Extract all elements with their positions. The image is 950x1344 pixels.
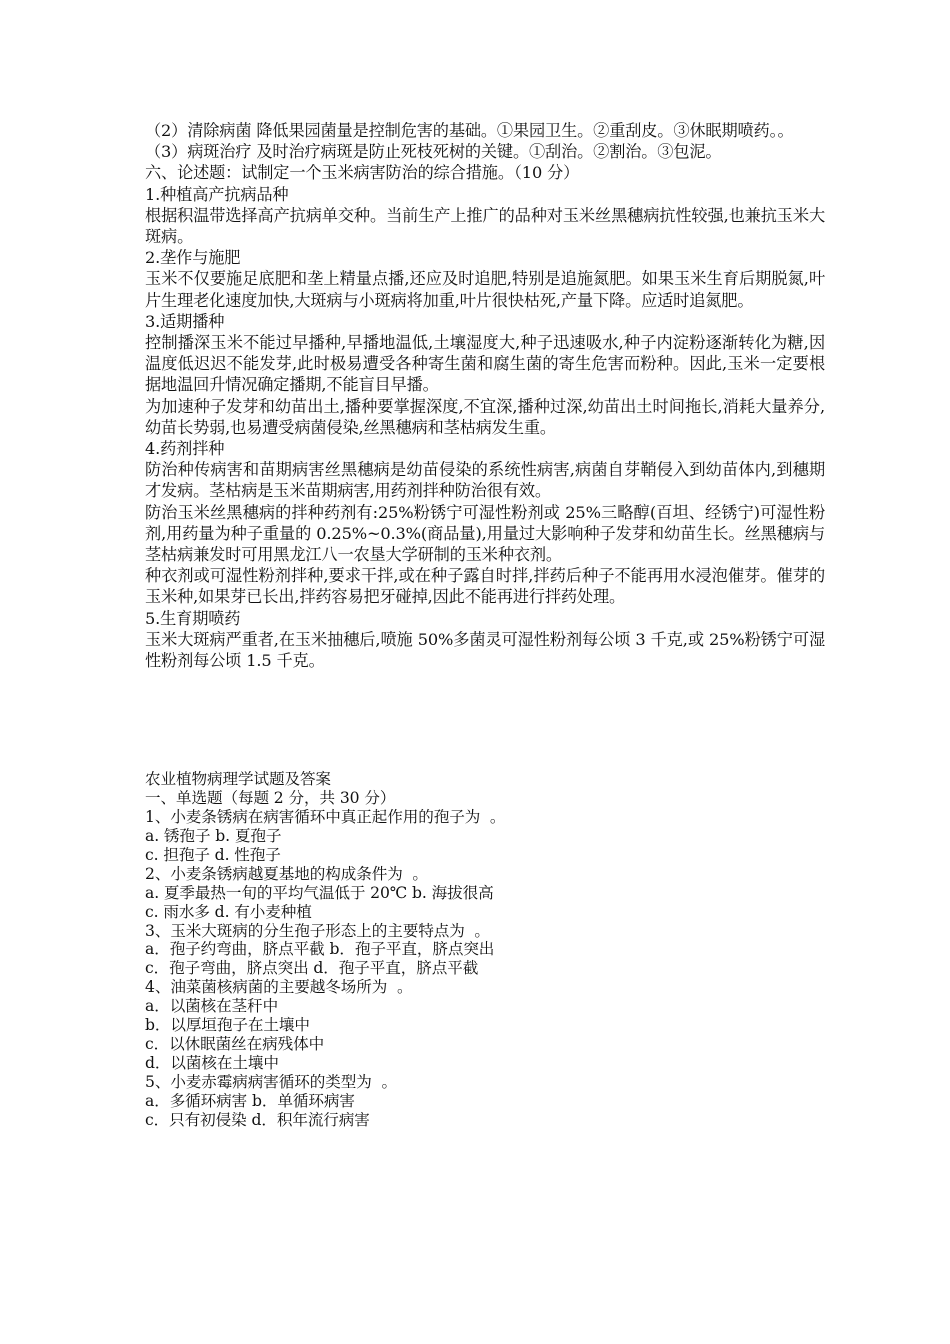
exam-section	[145, 770, 825, 1129]
paragraph-line: 种衣剂或可湿性粉剂拌种,要求干拌,或在种子露自时拌,拌药后种子不能再用水浸泡催芽。催芽的玉米种,如果芽已长出,拌药容易把牙碰掉,因此不能再进行拌药处理。	[145, 566, 825, 607]
answer-section	[145, 120, 825, 671]
subheading: 1.种植高产抗病品种	[145, 184, 289, 204]
exam-line: c．以休眠菌丝在病残体中	[145, 1034, 325, 1053]
paragraph-line: 玉米不仅要施足底肥和垄上精量点播,还应及时追肥,特别是追施氮肥。如果玉米生育后期脱氮,叶片生理老化速度加快,大斑病与小斑病将加重,叶片很快枯死,产量下降。应适时追氮肥。	[145, 269, 825, 310]
paragraph-line: （2）清除病菌 降低果园菌量是控制危害的基础。①果园卫生。②重刮皮。③休眠期喷药。。	[145, 121, 794, 140]
exam-line: a．多循环病害 b．单循环病害	[145, 1091, 355, 1110]
paragraph-line: 防治玉米丝黑穗病的拌种药剂有:25%粉锈宁可湿性粉剂或 25%三略醇(百坦、经锈宁)可湿性粉剂,用药量为种子重量的 0.25%~0.3%(商品量),用量过大影响种子发芽和幼苗生长。丝黑穗病与茎枯病兼发时可用黑龙江八一农垦大学研制的玉米种衣剂。	[145, 502, 825, 565]
subheading: 5.生育期喷药	[145, 608, 241, 628]
exam-line: 4、油菜菌核病菌的主要越冬场所为 。	[145, 978, 413, 997]
document-page	[145, 120, 825, 1130]
exam-line: 1、小麦条锈病在病害循环中真正起作用的孢子为 。	[145, 808, 506, 827]
subheading: 4.药剂拌种	[145, 439, 225, 459]
exam-line: c. 担孢子 d. 性孢子	[145, 845, 281, 864]
exam-line: b．以厚垣孢子在土壤中	[145, 1016, 310, 1035]
subheading: 2.垄作与施肥	[145, 248, 241, 268]
exam-line: d．以菌核在土壤中	[145, 1053, 279, 1072]
exam-line: 2、小麦条锈病越夏基地的构成条件为 。	[145, 864, 428, 883]
exam-line: c. 雨水多 d. 有小麦种植	[145, 902, 312, 921]
exam-line: 一、单选题（每题 2 分，共 30 分）	[145, 789, 396, 808]
paragraph-line: 防治种传病害和苗期病害丝黑穗病是幼苗侵染的系统性病害,病菌自芽鞘侵入到幼苗体内,到穗期才发病。茎枯病是玉米苗期病害,用药剂拌种防治很有效。	[145, 460, 825, 501]
exam-line: 5、小麦赤霉病病害循环的类型为 。	[145, 1072, 397, 1091]
paragraph-line: 为加速种子发芽和幼苗出土,播种要掌握深度,不宜深,播种过深,幼苗出土时间拖长,消耗大量养分,幼苗长势弱,也易遭受病菌侵染,丝黑穗病和茎枯病发生重。	[145, 396, 825, 437]
exam-line: a．孢子约弯曲，脐点平截 b．孢子平直，脐点突出	[145, 940, 495, 959]
question-heading: 六、论述题：试制定一个玉米病害防治的综合措施。（10 分）	[145, 163, 580, 183]
exam-line: a. 锈孢子 b. 夏孢子	[145, 827, 282, 845]
exam-line: a. 夏季最热一旬的平均气温低于 20℃ b. 海拔很高	[145, 883, 494, 902]
exam-title: 农业植物病理学试题及答案	[145, 770, 331, 789]
paragraph-line: 控制播深玉米不能过早播种,早播地温低,土壤湿度大,种子迅速吸水,种子内淀粉逐渐转化为糖,因温度低迟迟不能发芽,此时极易遭受各种寄生菌和腐生菌的寄生危害而粉种。因此,玉米一定要根据地温回升情况确定播期,不能盲目早播。	[145, 333, 825, 395]
paragraph-line: 根据积温带选择高产抗病单交种。当前生产上推广的品种对玉米丝黑穗病抗性较强,也兼抗玉米大斑病。	[145, 205, 825, 247]
exam-line: a．以菌核在茎秆中	[145, 997, 279, 1016]
exam-line: 3、玉米大斑病的分生孢子形态上的主要特点为 。	[145, 921, 490, 940]
paragraph-line: 玉米大斑病严重者,在玉米抽穗后,喷施 50%多菌灵可湿性粉剂每公顷 3 千克,或 25%粉锈宁可湿性粉剂每公顷 1.5 千克。	[145, 629, 825, 671]
subheading: 3.适期播种	[145, 311, 225, 331]
exam-line: c．孢子弯曲，脐点突出 d．孢子平直，脐点平截	[145, 959, 479, 978]
paragraph-line: （3）病斑治疗 及时治疗病斑是防止死枝死树的关键。①刮治。②割治。③包泥。	[145, 142, 722, 162]
exam-line: c．只有初侵染 d．积年流行病害	[145, 1110, 370, 1129]
